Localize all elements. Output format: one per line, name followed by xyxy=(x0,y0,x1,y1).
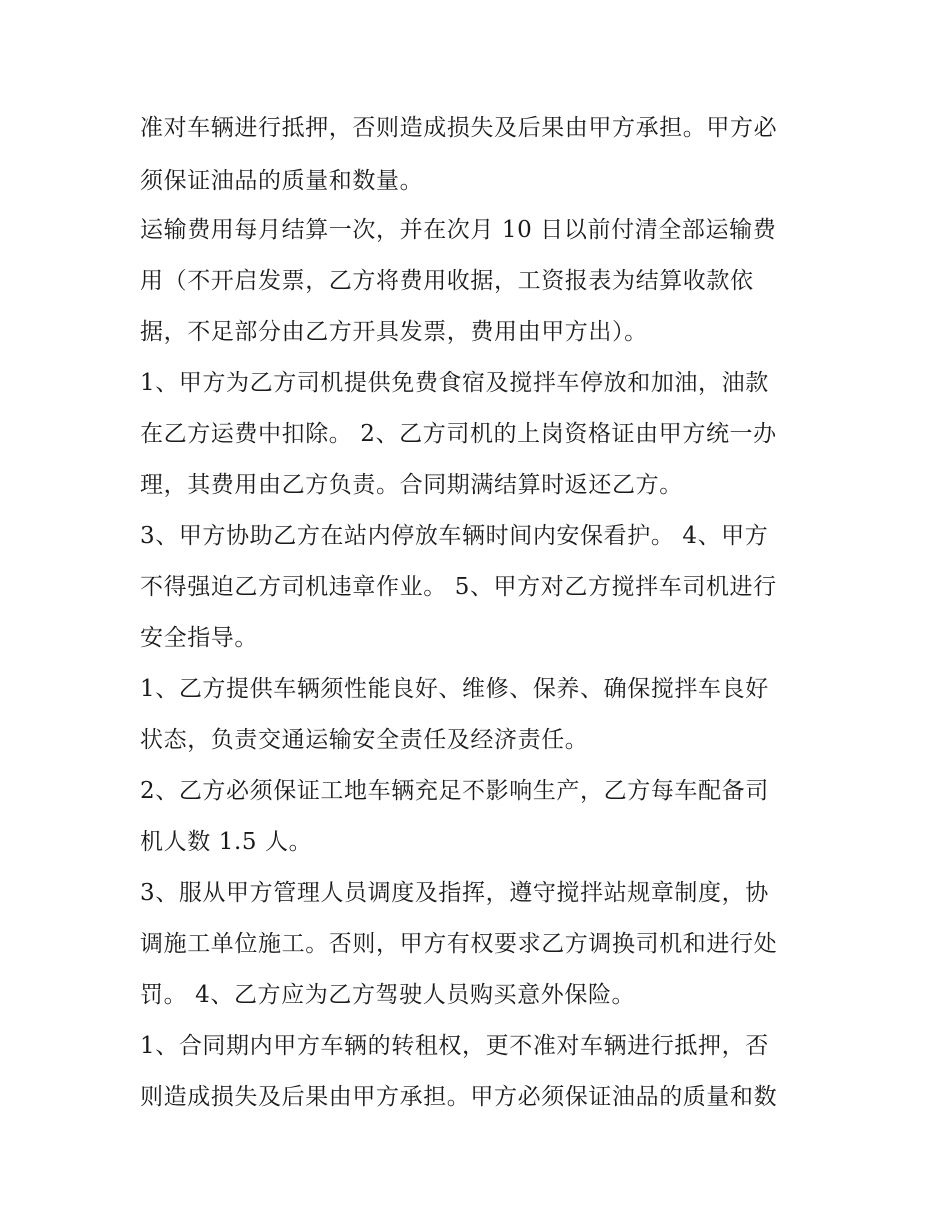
text-line: 3、甲方协助乙方在站内停放车辆时间内安保看护。 4、甲方 xyxy=(140,523,769,549)
text-line: 罚。 4、乙方应为乙方驾驶人员购买意外保险。 xyxy=(140,982,636,1008)
text-line: 安全指导。 xyxy=(140,625,258,651)
text-line: 机人数 1.5 人。 xyxy=(140,829,313,855)
text-line: 在乙方运费中扣除。 2、乙方司机的上岗资格证由甲方统一办 xyxy=(140,421,777,447)
text-line: 1、甲方为乙方司机提供免费食宿及搅拌车停放和加油，油款 xyxy=(140,370,769,396)
text-line: 据，不足部分由乙方开具发票，费用由甲方出）。 xyxy=(140,319,648,345)
text-line: 用（不开启发票，乙方将费用收据，工资报表为结算收款依 xyxy=(140,268,754,294)
text-line: 运输费用每月结算一次，并在次月 10 日以前付清全部运输费 xyxy=(140,217,777,243)
text-line: 状态，负责交通运输安全责任及经济责任。 xyxy=(140,727,589,753)
text-line: 准对车辆进行抵押，否则造成损失及后果由甲方承担。甲方必 xyxy=(140,115,778,141)
text-line: 须保证油品的质量和数量。 xyxy=(140,168,424,194)
text-line: 2、乙方必须保证工地车辆充足不影响生产，乙方每车配备司 xyxy=(140,778,769,804)
text-line: 1、合同期内甲方车辆的转租权，更不准对车辆进行抵押，否 xyxy=(140,1033,769,1059)
text-line: 1、乙方提供车辆须性能良好、维修、保养、确保搅拌车良好 xyxy=(140,676,769,702)
text-line: 理，其费用由乙方负责。合同期满结算时返还乙方。 xyxy=(140,472,683,498)
text-line: 不得强迫乙方司机违章作业。 5、甲方对乙方搅拌车司机进行 xyxy=(140,574,777,600)
text-line: 则造成损失及后果由甲方承担。甲方必须保证油品的质量和数 xyxy=(140,1084,778,1110)
text-line: 3、服从甲方管理人员调度及指挥，遵守搅拌站规章制度，协 xyxy=(140,880,769,906)
text-line: 调施工单位施工。否则，甲方有权要求乙方调换司机和进行处 xyxy=(140,931,778,957)
